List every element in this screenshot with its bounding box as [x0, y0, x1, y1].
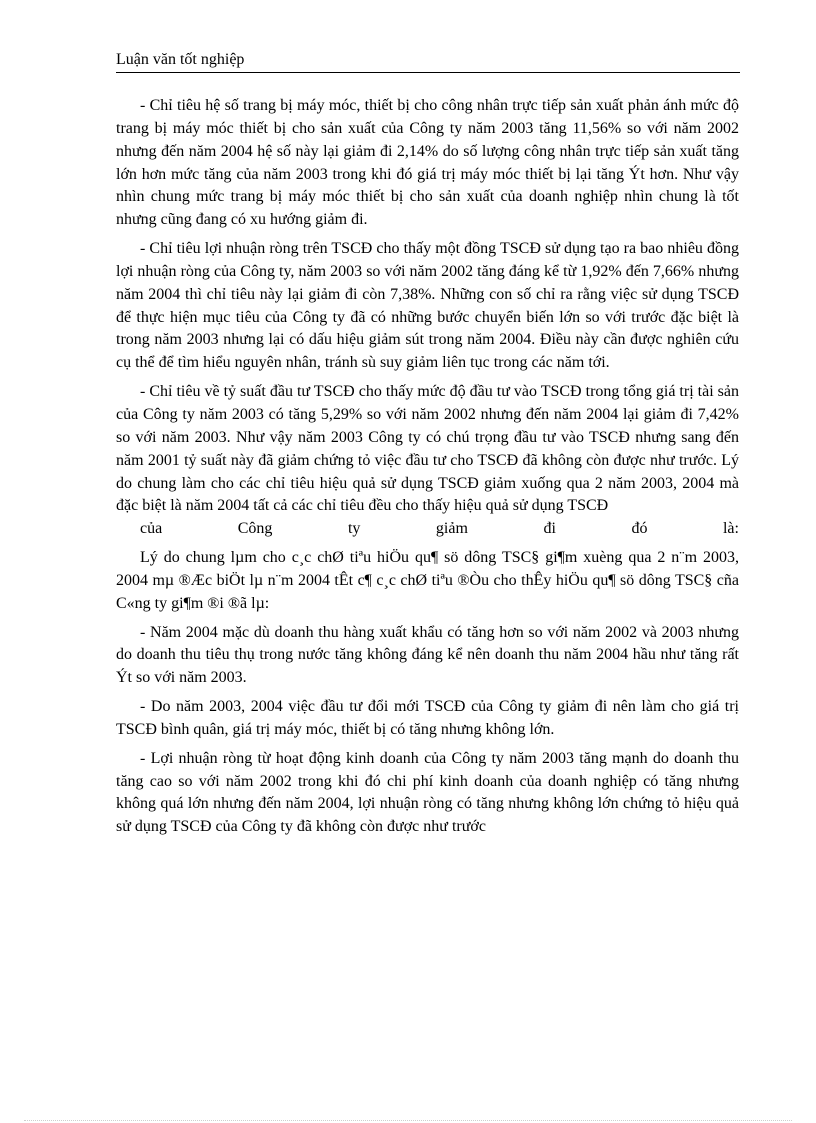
- spread-word: đi: [543, 520, 556, 538]
- spread-word: của: [140, 520, 163, 538]
- paragraph-legacy-encoding: Lý do chung lµm cho c¸c chØ tiªu hiÖu qu¶ sö dông TSC§ gi¶m xuèng qua 2 n¨m 2003, 2004 mµ ®Æc biÖt lµ n¨m 2004 tÊt c¶ c¸c chØ tiªu ®Òu cho thÊy hiÖu qu¶ sö dông TSC§ cña C«ng ty gi¶m ®i ®ã lµ:: [116, 549, 739, 612]
- paragraph-equipment-ratio: - Chỉ tiêu hệ số trang bị máy móc, thiết bị cho công nhân trực tiếp sản xuất phản ánh mức độ trang bị máy móc thiết bị cho sản xuất của Công ty năm 2003 tăng 11,56% so với năm 2002 nhưng đến năm 2004 hệ số này lại giảm đi 2,14% do số lượng công nhân trực tiếp sản xuất tăng lớn hơn mức tăng của năm 2003 trong khi đó giá trị máy móc thiết bị lại tăng Ýt hơn. Như vậy nhìn chung mức trang bị máy móc thiết bị cho sản xuất của doanh nghiệp nhìn chung là tốt nhưng cũng đang có xu hướng giảm đi.: [116, 97, 739, 229]
- paragraph-net-profit-business: - Lợi nhuận ròng từ hoạt động kinh doanh của Công ty năm 2003 tăng mạnh do doanh thu tăng cao so với năm 2002 trong khi đó chi phí kinh doanh của doanh nghiệp có tăng nhưng không quá lớn nhưng đến năm 2004, lợi nhuận ròng có tăng nhưng không lớn chứng tỏ hiệu quả sử dụng TSCĐ của Công ty đã không còn được như trước: [116, 749, 739, 836]
- page-bottom-rule: [24, 1120, 792, 1121]
- paragraph-net-profit: - Chỉ tiêu lợi nhuận ròng trên TSCĐ cho thấy một đồng TSCĐ sử dụng tạo ra bao nhiêu đồng lợi nhuận ròng của Công ty, năm 2003 so với năm 2002 tăng đáng kể từ 1,92% đến 7,66% nhưng năm 2004 thì chỉ tiêu này lại giảm đi còn 7,38%. Những con số chỉ ra rằng việc sử dụng TSCĐ để thực hiện mục tiêu của Công ty đã có những bước chuyển biến lớn so với trước đặc biệt là trong năm 2003 nhưng lại có dấu hiệu giảm sút trong năm 2004. Điều này cần được nghiên cứu cụ thể để tìm hiểu nguyên nhân, tránh sù suy giảm liên tục trong các năm tới.: [116, 240, 739, 372]
- spread-word: là:: [722, 520, 739, 538]
- spread-line: [116, 518, 739, 541]
- spread-word: giảm: [435, 520, 468, 538]
- spread-word: ty: [347, 520, 361, 538]
- paragraph-investment-rate: [116, 381, 739, 541]
- spread-word: đó: [631, 520, 648, 538]
- paragraph-revenue: - Năm 2004 mặc dù doanh thu hàng xuất khẩu có tăng hơn so với năm 2002 và 2003 nhưng do doanh thu tiêu thụ trong nước tăng không đáng kể nên doanh thu năm 2004 hầu như tăng rất Ýt so với năm 2003.: [116, 623, 739, 687]
- spread-word: Công: [237, 520, 273, 538]
- header-rule: [116, 72, 740, 73]
- body-text: [116, 95, 739, 845]
- running-header: Luận văn tốt nghiệp: [116, 51, 245, 68]
- paragraph-fixed-assets: - Do năm 2003, 2004 việc đầu tư đổi mới TSCĐ của Công ty giảm đi nên làm cho giá trị TSCĐ bình quân, giá trị máy móc, thiết bị có tăng nhưng không lớn.: [116, 698, 739, 738]
- paragraph-investment-text: - Chỉ tiêu về tỷ suất đầu tư TSCĐ cho thấy mức độ đầu tư vào TSCĐ trong tổng giá trị tài sản của Công ty năm 2003 có tăng 5,29% so với năm 2002 nhưng đến năm 2004 lại giảm đi 7,42% so với năm 2003. Như vậy năm 2003 Công ty có chú trọng đầu tư vào TSCĐ nhưng sang đến năm 2001 tỷ suất này đã giảm chứng tỏ việc đầu tư cho TSCĐ đã không còn được như trước. Lý do chung làm cho các chỉ tiêu hiệu quả sử dụng TSCĐ giảm xuống qua 2 năm 2003, 2004 mà đặc biệt là năm 2004 tất cả các chỉ tiêu đều cho thấy hiệu quả sử dụng TSCĐ: [116, 383, 739, 515]
